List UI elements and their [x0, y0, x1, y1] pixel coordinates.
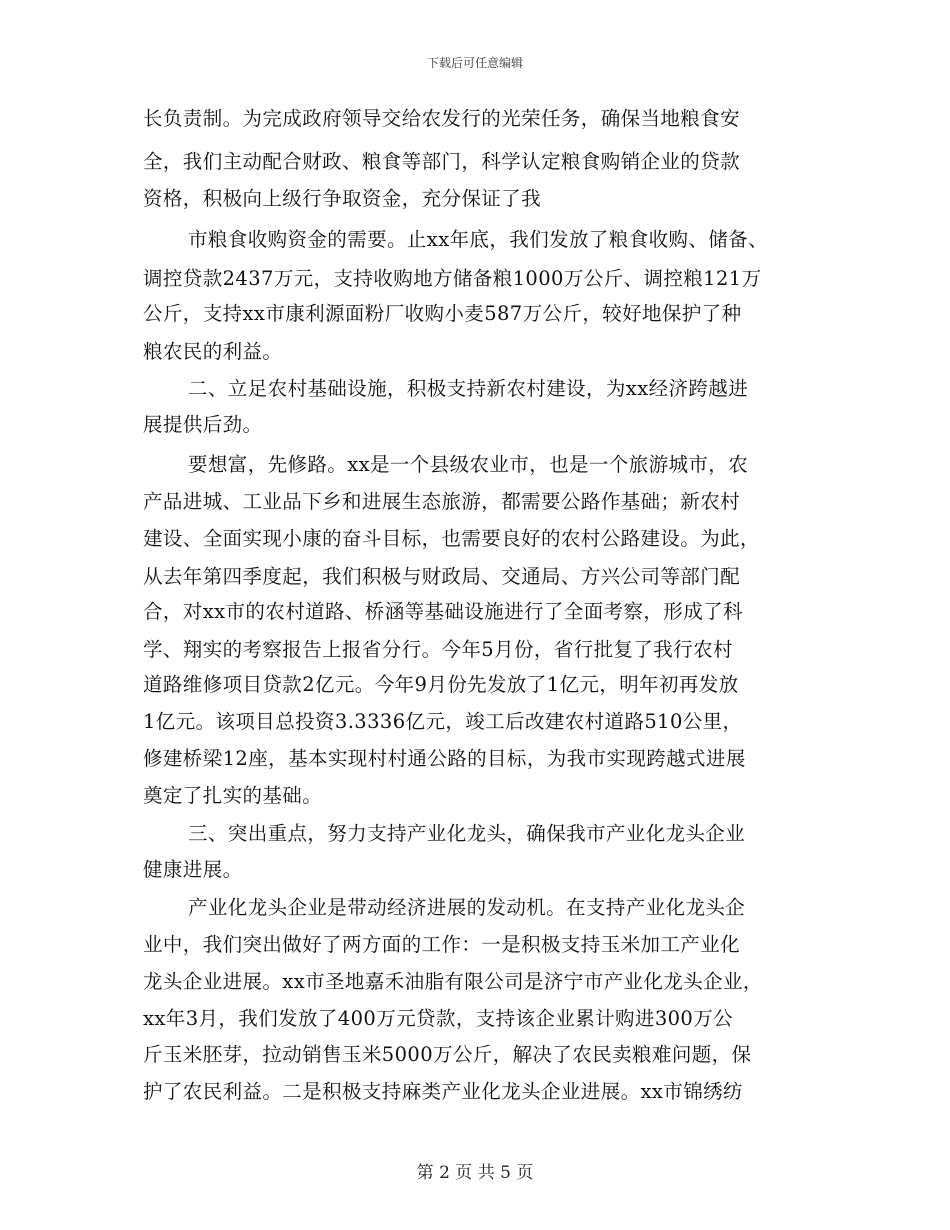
text-line: 1亿元。该项目总投资3.3336亿元，竣工后改建农村道路510公里， — [143, 710, 743, 733]
text-line: 展提供后劲。 — [143, 413, 263, 436]
text-line: 道路维修项目贷款2亿元。今年9月份先发放了1亿元，明年初再发放 — [143, 673, 739, 696]
page-footer: 第 2 页 共 5 页 — [416, 1163, 534, 1183]
text-line: 产业化龙头企业是带动经济进展的发动机。在支持产业化龙头企 — [188, 896, 746, 919]
text-line: 全，我们主动配合财政、粮食等部门，科学认定粮食购销企业的贷款 — [143, 150, 741, 173]
text-line: 修建桥梁12座，基本实现村村通公路的目标，为我市实现跨越式进展 — [143, 747, 746, 770]
text-line: xx年3月，我们发放了400万元贷款，支持该企业累计购进300万公 — [143, 1007, 734, 1030]
text-line: 资格，积极向上级行争取资金，充分保证了我 — [143, 187, 542, 210]
text-line: 公斤，支持xx市康利源面粉厂收购小麦587万公斤，较好地保护了种 — [143, 302, 742, 325]
text-line: 三、突出重点，努力支持产业化龙头，确保我市产业化龙头企业 — [188, 822, 746, 845]
text-line: 市粮食收购资金的需要。止xx年底，我们发放了粮食收购、储备、 — [188, 228, 768, 251]
page-header: 下载后可任意编辑 — [426, 56, 523, 70]
text-line: 护了农民利益。二是积极支持麻类产业化龙头企业进展。xx市锦绣纺 — [143, 1080, 743, 1103]
text-line: 产品进城、工业品下乡和进展生态旅游，都需要公路作基础；新农村 — [143, 490, 741, 513]
text-line: 学、翔实的考察报告上报省分行。今年5月份，省行批复了我行农村 — [143, 638, 733, 661]
text-line: 业中，我们突出做好了两方面的工作：一是积极支持玉米加工产业化 — [143, 933, 741, 956]
text-line: 二、立足农村基础设施，积极支持新农村建设，为xx经济跨越进 — [188, 377, 749, 400]
text-line: 长负责制。为完成政府领导交给农发行的光荣任务，确保当地粮食安 — [143, 107, 741, 130]
text-line: 要想富，先修路。xx是一个县级农业市，也是一个旅游城市，农 — [188, 453, 749, 476]
text-line: 斤玉米胚芽，拉动销售玉米5000万公斤，解决了农民卖粮难问题，保 — [143, 1043, 752, 1066]
text-line: 调控贷款2437万元，支持收购地方储备粮1000万公斤、调控粮121万 — [143, 267, 762, 290]
text-line: 健康进展。 — [143, 858, 243, 881]
text-line: 粮农民的利益。 — [143, 340, 283, 363]
text-line: 龙头企业进展。xx市圣地嘉禾油脂有限公司是济宁市产业化龙头企业， — [143, 970, 763, 993]
text-line: 奠定了扎实的基础。 — [143, 784, 323, 807]
text-line: 合，对xx市的农村道路、桥涵等基础设施进行了全面考察，形成了科 — [143, 600, 743, 623]
text-line: 建设、全面实现小康的奋斗目标，也需要良好的农村公路建设。为此， — [143, 527, 760, 550]
text-line: 从去年第四季度起，我们积极与财政局、交通局、方兴公司等部门配 — [143, 565, 741, 588]
